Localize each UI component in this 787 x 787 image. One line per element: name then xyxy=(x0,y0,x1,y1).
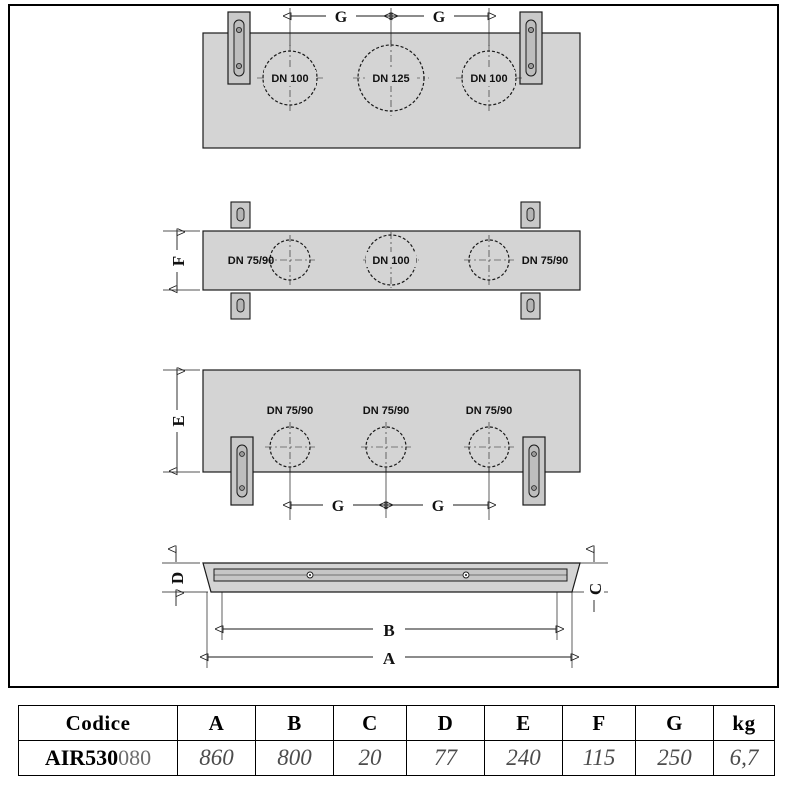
dimension-label: E xyxy=(169,415,188,427)
dimension-label: G xyxy=(431,498,445,515)
view-side-upper xyxy=(163,202,580,319)
dimension-c xyxy=(572,549,608,612)
port-label: DN 100 xyxy=(470,73,508,85)
dimension-label: C xyxy=(586,582,605,596)
port-label: DN 75/90 xyxy=(465,405,513,417)
header-codice: Codice xyxy=(19,706,178,741)
cell-a: 860 xyxy=(178,741,256,776)
dimension-label: G xyxy=(331,498,345,515)
dimension-front-g xyxy=(290,468,489,520)
dimension-label: G xyxy=(334,9,348,26)
view-bottom xyxy=(162,549,608,668)
dimension-label: A xyxy=(382,649,396,668)
table-row xyxy=(19,741,775,776)
cell-e: 240 xyxy=(485,741,563,776)
dimension-d xyxy=(162,549,208,606)
view-front xyxy=(163,370,580,520)
header-d: D xyxy=(407,706,485,741)
port-label: DN 75/90 xyxy=(362,405,410,417)
header-g: G xyxy=(636,706,714,741)
port-label: DN 125 xyxy=(372,73,410,85)
cell-kg: 6,7 xyxy=(714,741,775,776)
header-c: C xyxy=(334,706,407,741)
cell-g: 250 xyxy=(636,741,714,776)
cell-c: 20 xyxy=(334,741,407,776)
port-label: DN 75/90 xyxy=(266,405,314,417)
code-prefix: AIR530 xyxy=(44,745,119,770)
header-e: E xyxy=(485,706,563,741)
port-label: DN 100 xyxy=(372,255,410,267)
table-header-row xyxy=(19,706,775,741)
header-f: F xyxy=(563,706,636,741)
code-suffix: 080 xyxy=(118,745,152,770)
port-label: DN 100 xyxy=(271,73,309,85)
dimension-label: B xyxy=(383,621,395,640)
cell-b: 800 xyxy=(256,741,334,776)
header-b: B xyxy=(256,706,334,741)
dimension-e xyxy=(163,370,200,472)
dimension-label: F xyxy=(169,255,188,267)
header-kg: kg xyxy=(714,706,775,741)
cell-f: 115 xyxy=(563,741,636,776)
port-label: DN 75/90 xyxy=(521,255,569,267)
cell-d: 77 xyxy=(407,741,485,776)
header-a: A xyxy=(178,706,256,741)
specification-table xyxy=(18,705,775,776)
view-top xyxy=(203,7,580,148)
cell-codice xyxy=(19,741,178,776)
dimension-b xyxy=(222,592,557,640)
dimension-label: D xyxy=(168,571,187,585)
dimension-label: G xyxy=(432,9,446,26)
dimension-f xyxy=(163,231,200,290)
port-label: DN 75/90 xyxy=(227,255,275,267)
